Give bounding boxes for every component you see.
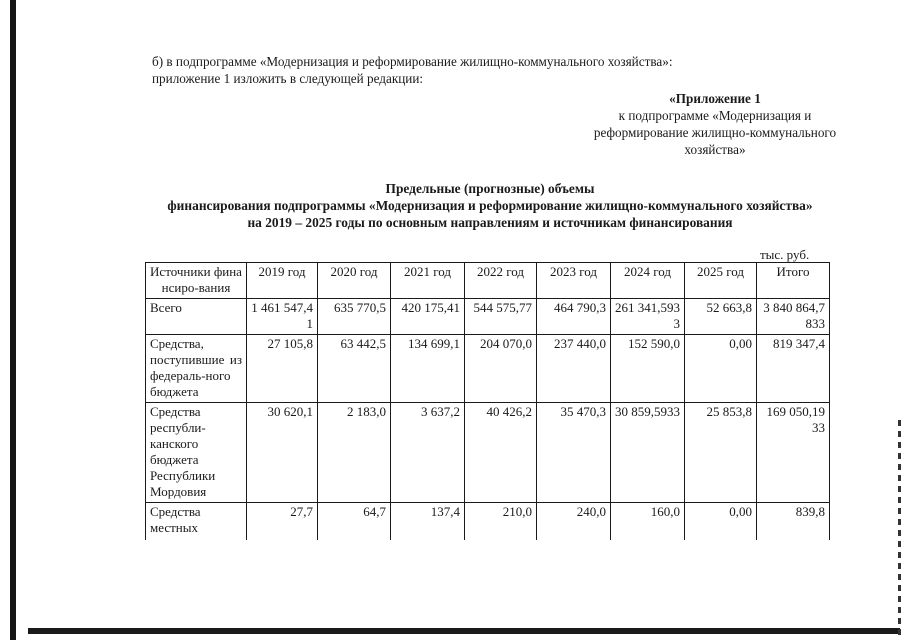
cell-2025: 52 663,8 — [685, 299, 757, 335]
heading-line-3: на 2019 – 2025 годы по основным направлениям и источникам финансирования — [247, 215, 733, 230]
cell-2023: 240,0 — [537, 503, 611, 541]
cell-2024: 152 590,0 — [611, 335, 685, 403]
cell-total: 839,8 — [757, 503, 830, 541]
cell-2020: 64,7 — [318, 503, 391, 541]
table-row-republican — [146, 403, 830, 503]
cell-2021: 3 637,2 — [391, 403, 465, 503]
cell-2023: 237 440,0 — [537, 335, 611, 403]
appendix-reference — [575, 90, 855, 158]
cell-2019: 1 461 547,41 — [247, 299, 318, 335]
table-row-local — [146, 503, 830, 541]
cell-2020: 63 442,5 — [318, 335, 391, 403]
header-total: Итого — [757, 263, 830, 299]
cell-total: 3 840 864,7833 — [757, 299, 830, 335]
cell-2025: 25 853,8 — [685, 403, 757, 503]
cell-2020: 635 770,5 — [318, 299, 391, 335]
appendix-line-1: к подпрограмме «Модернизация и — [618, 108, 812, 123]
row-source: Средства, поступившие из федераль-ного бюджета — [146, 335, 247, 403]
cell-2021: 134 699,1 — [391, 335, 465, 403]
document-heading — [130, 180, 850, 231]
appendix-title: «Приложение 1 — [669, 91, 761, 106]
header-source: Источники финансиро-вания — [146, 263, 247, 299]
cell-2021: 420 175,41 — [391, 299, 465, 335]
cell-total: 819 347,4 — [757, 335, 830, 403]
row-source: Средства местных — [146, 503, 247, 541]
cell-2024: 30 859,5933 — [611, 403, 685, 503]
header-2022: 2022 год — [465, 263, 537, 299]
heading-line-1: Предельные (прогнозные) объемы — [385, 181, 595, 196]
appendix-line-3: хозяйства» — [684, 142, 746, 157]
table-row-federal — [146, 335, 830, 403]
units-label: тыс. руб. — [760, 247, 810, 262]
cell-2025: 0,00 — [685, 335, 757, 403]
intro-line-1: б) в подпрограмме «Модернизация и реформирование жилищно-коммунального хозяйства»: — [152, 54, 673, 69]
cell-2025: 0,00 — [685, 503, 757, 541]
cell-2019: 30 620,1 — [247, 403, 318, 503]
cell-2023: 464 790,3 — [537, 299, 611, 335]
financing-table — [145, 262, 830, 540]
table-row-total — [146, 299, 830, 335]
row-source: Всего — [146, 299, 247, 335]
cell-2024: 261 341,5933 — [611, 299, 685, 335]
cell-total: 169 050,1933 — [757, 403, 830, 503]
scan-edge-left — [10, 0, 16, 640]
cell-2024: 160,0 — [611, 503, 685, 541]
header-2021: 2021 год — [391, 263, 465, 299]
header-2025: 2025 год — [685, 263, 757, 299]
heading-line-2: финансирования подпрограммы «Модернизация и реформирование жилищно-коммунального хозяйства» — [167, 198, 813, 213]
cell-2020: 2 183,0 — [318, 403, 391, 503]
cell-2019: 27,7 — [247, 503, 318, 541]
header-2020: 2020 год — [318, 263, 391, 299]
cell-2019: 27 105,8 — [247, 335, 318, 403]
scan-edge-bottom — [28, 628, 900, 634]
cell-2022: 210,0 — [465, 503, 537, 541]
cell-2022: 544 575,77 — [465, 299, 537, 335]
cell-2023: 35 470,3 — [537, 403, 611, 503]
header-2023: 2023 год — [537, 263, 611, 299]
row-source: Средства республи-канского бюджета Республики Мордовия — [146, 403, 247, 503]
appendix-line-2: реформирование жилищно-коммунального — [593, 125, 837, 140]
cell-2022: 204 070,0 — [465, 335, 537, 403]
intro-line-2: приложение 1 изложить в следующей редакции: — [152, 71, 424, 86]
header-2019: 2019 год — [247, 263, 318, 299]
header-2024: 2024 год — [611, 263, 685, 299]
scan-edge-right — [898, 420, 901, 640]
cell-2021: 137,4 — [391, 503, 465, 541]
table-header-row — [146, 263, 830, 299]
cell-2022: 40 426,2 — [465, 403, 537, 503]
